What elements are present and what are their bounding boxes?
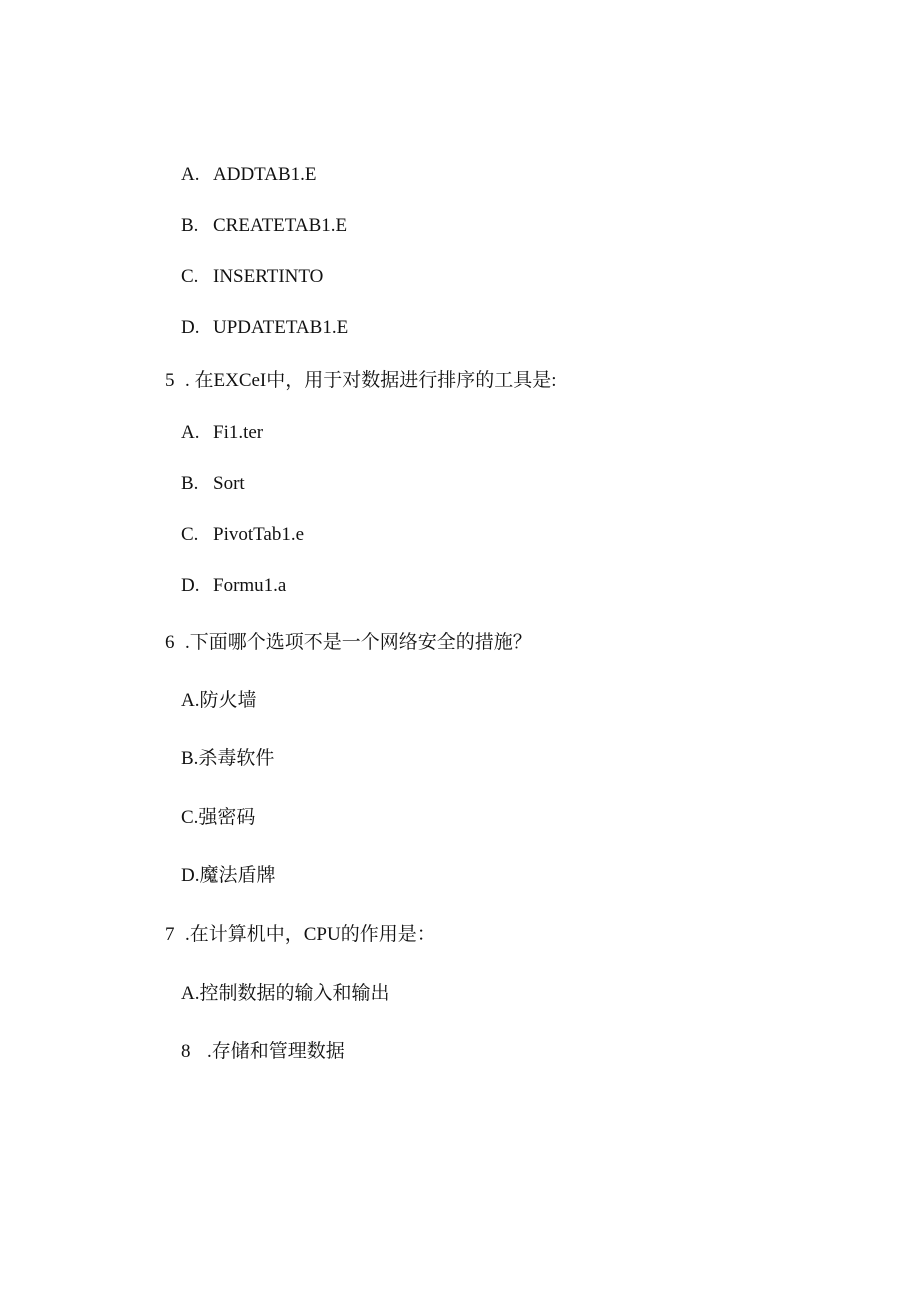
- option-text: CREATETAB1.E: [213, 215, 348, 236]
- option-text: PivotTab1.e: [213, 524, 305, 545]
- question-8: [181, 1040, 345, 1064]
- question-6: [165, 631, 532, 655]
- option-letter: A.: [181, 164, 200, 185]
- q5-option-b: [181, 472, 245, 496]
- option-text: ADDTAB1.E: [213, 164, 317, 185]
- q6-option-d: D.魔法盾牌: [181, 865, 276, 886]
- q4-option-a: [181, 163, 317, 187]
- q7-option-a: A.控制数据的输入和输出: [181, 983, 390, 1004]
- q4-option-d: [181, 316, 348, 340]
- option-letter: D.: [181, 575, 200, 596]
- q6-option-a: A.防火墙: [181, 690, 257, 711]
- q4-option-b: [181, 214, 347, 238]
- q6-option-b: B.杀毒软件: [181, 748, 275, 769]
- q5-option-c: [181, 523, 304, 547]
- question-7: [165, 923, 436, 947]
- question-number: 5: [165, 370, 175, 391]
- option-letter: B.: [181, 473, 199, 494]
- option-letter: B.: [181, 215, 199, 236]
- question-number: 8: [181, 1041, 191, 1062]
- q6-option-c: C.强密码: [181, 807, 256, 828]
- q5-option-d: [181, 574, 286, 598]
- option-letter: C.: [181, 524, 199, 545]
- question-text: . 在EXCeI中，用于对数据进行排序的工具是:: [185, 370, 557, 391]
- question-text: .存储和管理数据: [207, 1041, 345, 1062]
- question-number: 7: [165, 924, 175, 945]
- q4-option-c: [181, 265, 323, 289]
- option-letter: C.: [181, 266, 199, 287]
- option-text: Formu1.a: [213, 575, 287, 596]
- option-text: Fi1.ter: [213, 422, 264, 443]
- option-letter: A.: [181, 422, 200, 443]
- question-text: .下面哪个选项不是一个网络安全的措施？: [185, 632, 532, 653]
- q5-option-a: [181, 421, 263, 445]
- option-letter: D.: [181, 317, 200, 338]
- option-text: Sort: [213, 473, 245, 494]
- option-text: INSERTINTO: [213, 266, 324, 287]
- question-5: [165, 369, 557, 393]
- question-text: .在计算机中，CPU的作用是：: [185, 924, 436, 945]
- option-text: UPDATETAB1.E: [213, 317, 349, 338]
- question-number: 6: [165, 632, 175, 653]
